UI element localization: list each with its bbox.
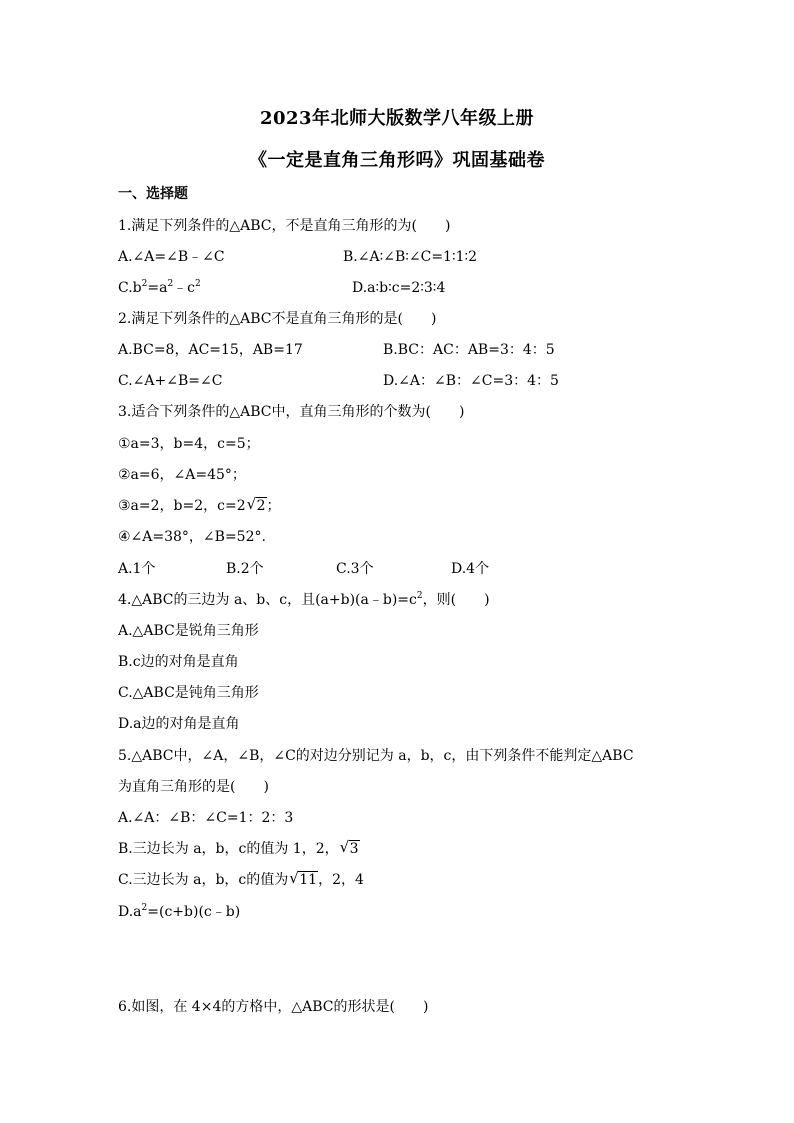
q4-stem-pre: 4.△ABC的三边为 a、b、c，且(a+b)(a﹣b)=c bbox=[118, 592, 417, 608]
q3-item-4: ④∠A=38°，∠B=52°. bbox=[118, 529, 266, 545]
q5-stem-line1: 5.△ABC中，∠A，∠B，∠C的对边分别记为 a，b，c，由下列条件不能判定△ABC bbox=[118, 748, 634, 764]
q3-option-d: D.4个 bbox=[451, 561, 490, 577]
sqrt-2: √ 2 bbox=[246, 495, 266, 514]
q5-option-c-pre: C.三边长为 a，b，c的值为 bbox=[118, 872, 289, 888]
q4-option-c: C.△ABC是钝角三角形 bbox=[118, 685, 259, 701]
q3-item-2: ②a=6，∠A=45°； bbox=[118, 467, 246, 483]
q3-option-c: C.3个 bbox=[336, 561, 374, 577]
sqrt-11: √ 11 bbox=[289, 869, 318, 888]
q5-option-c-post: ，2，4 bbox=[318, 872, 364, 888]
q5-option-d bbox=[118, 903, 240, 921]
document-title: 2023年北师大版数学八年级上册 bbox=[259, 108, 535, 129]
q1-option-c-exp3: 2 bbox=[195, 279, 201, 289]
q1-option-c-pre: C.b bbox=[118, 280, 142, 296]
q5-option-b-pre: B.三边长为 a，b，c的值为 1，2， bbox=[118, 841, 339, 857]
q1-option-c-post: ﹣c bbox=[173, 280, 196, 296]
q1-stem: 1.满足下列条件的△ABC，不是直角三角形的为( ) bbox=[118, 218, 451, 234]
q6-stem: 6.如图，在 4×4的方格中，△ABC的形状是( ) bbox=[118, 999, 429, 1015]
sqrt-3: √ 3 bbox=[339, 838, 359, 857]
q1-option-d: D.a∶b∶c=2∶3∶4 bbox=[352, 280, 446, 296]
q2-option-b: B.BC：AC：AB=3：4：5 bbox=[383, 342, 555, 358]
q3-option-b: B.2个 bbox=[226, 561, 264, 577]
q1-option-c-exp2: 2 bbox=[167, 279, 174, 289]
sqrt-3-radicand: 3 bbox=[349, 841, 359, 857]
q1-option-b: B.∠A∶∠B∶∠C=1∶1∶2 bbox=[343, 249, 478, 265]
q2-option-c: C.∠A+∠B=∠C bbox=[118, 373, 223, 389]
q1-option-c-mid: =a bbox=[147, 280, 168, 296]
q5-option-c bbox=[118, 871, 364, 889]
q1-option-c bbox=[118, 279, 201, 297]
q4-option-b: B.c边的对角是直角 bbox=[118, 654, 239, 670]
q5-option-d-pre: D.a bbox=[118, 904, 142, 920]
document-subtitle: 《一定是直角三角形吗》巩固基础卷 bbox=[249, 150, 545, 171]
q4-option-d: D.a边的对角是直角 bbox=[118, 716, 240, 732]
sqrt-2-radicand: 2 bbox=[256, 498, 266, 514]
q3-item-3 bbox=[118, 497, 281, 515]
q4-option-a: A.△ABC是锐角三角形 bbox=[118, 623, 259, 639]
q5-option-b bbox=[118, 840, 360, 858]
q2-stem: 2.满足下列条件的△ABC不是直角三角形的是( ) bbox=[118, 311, 437, 327]
q3-item-3-pre: ③a=2，b=2，c=2 bbox=[118, 498, 246, 514]
q4-stem-exp: 2 bbox=[416, 591, 423, 601]
q3-option-a: A.1个 bbox=[118, 561, 156, 577]
q3-item-3-post: ； bbox=[266, 498, 281, 514]
q1-option-a: A.∠A=∠B﹣∠C bbox=[118, 249, 225, 265]
q5-option-d-exp: 2 bbox=[141, 903, 148, 913]
q4-stem-post: ，则( ) bbox=[422, 592, 490, 608]
q5-option-a: A.∠A：∠B：∠C=1：2：3 bbox=[118, 810, 294, 826]
q5-stem-line2: 为直角三角形的是( ) bbox=[118, 779, 269, 795]
q2-option-d: D.∠A：∠B：∠C=3：4：5 bbox=[383, 373, 559, 389]
q1-option-c-exp1: 2 bbox=[141, 279, 148, 289]
q3-stem: 3.适合下列条件的△ABC中，直角三角形的个数为( ) bbox=[118, 404, 465, 420]
q5-option-d-post: =(c+b)(c﹣b) bbox=[147, 904, 241, 920]
section-heading: 一、选择题 bbox=[118, 186, 188, 202]
q2-option-a: A.BC=8，AC=15，AB=17 bbox=[118, 342, 303, 358]
q4-stem bbox=[118, 591, 490, 609]
sqrt-11-radicand: 11 bbox=[299, 872, 318, 888]
q3-item-1: ①a=3，b=4，c=5； bbox=[118, 436, 260, 452]
